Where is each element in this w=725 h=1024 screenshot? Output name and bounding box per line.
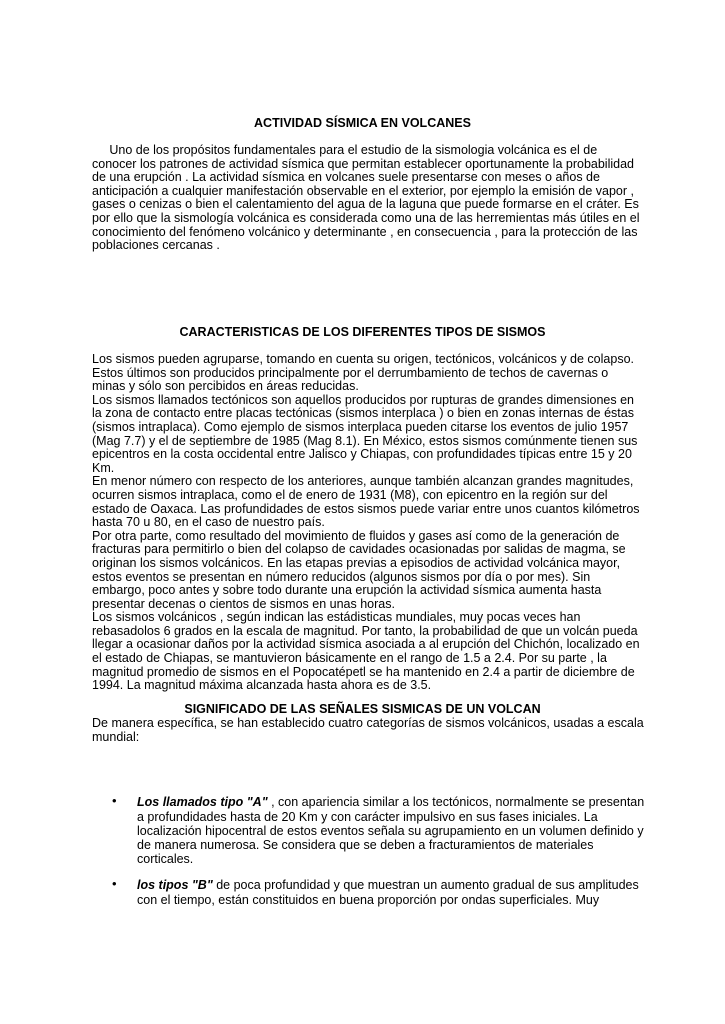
text-line: a profundidades hasta de 20 Km y con carácter impulsivo en sus fases iniciales. La — [137, 810, 598, 824]
list-item-tipo-a — [137, 794, 645, 866]
text-line: Por otra parte, como resultado del movimiento de fluidos y gases así como de la generación de — [92, 528, 620, 543]
text-line: gases o cenizas o bien el calentamiento del agua de la laguna que puede formarse en el cráter. Es — [92, 197, 639, 212]
title-significado: SIGNIFICADO DE LAS SEÑALES SISMICAS DE UN VOLCAN — [184, 702, 541, 716]
text-line: por ello que la sismología volcánica es considerada como una de las herremientas más útiles en el — [92, 210, 640, 225]
text-line: llegar a ocasionar daños por la actividad sísmica asociada a al erupción del Chichón, localizado en — [92, 637, 640, 652]
title-caracteristicas: CARACTERISTICAS DE LOS DIFERENTES TIPOS DE SISMOS — [179, 325, 546, 339]
bullet-icon: • — [112, 793, 117, 808]
text-line: magnitud promedio de sismos en el Popocatépetl se ha mantenido en 2.4 a partir de diciembre de — [92, 664, 635, 679]
body-paragraphs — [92, 352, 640, 693]
list-item-tipo-b — [137, 877, 637, 907]
bullet-first-line — [137, 794, 645, 810]
text-line: (sismos intraplaca). Como ejemplo de sismos interplaca pueden citarse los eventos de julio 1957 — [92, 419, 629, 434]
text-line: mundial: — [92, 729, 140, 744]
significado-intro — [92, 717, 652, 744]
bullet-lead: los tipos "B" — [137, 878, 213, 892]
text-line: localización hipocentral de estos eventos señala su agrupamiento en un volumen definido y — [137, 824, 644, 838]
text-line: Los sismos volcánicos , según indican las estádisticas mundiales, muy pocas veces han — [92, 610, 581, 625]
text-line: embargo, poco antes y sobre todo durante una erupción la actividad sísmica aumenta hasta — [92, 583, 602, 598]
text-line: la zona de contacto entre placas tectónicas (sismos interplaca ) o bien en zonas internas de éstas — [92, 406, 634, 421]
text-line: ocurren sismos intraplaca, como el de enero de 1931 (M8), con epicentro en la región sur del — [92, 487, 608, 502]
text-line: conocer los patrones de actividad sísmica que permitan establecer oportunamente la probabilidad — [92, 156, 634, 171]
text-line: presentar decenas o cientos de sismos en unas horas. — [92, 596, 395, 611]
text-line: poblaciones cercanas . — [92, 238, 220, 253]
bullet-text-rest: , con apariencia similar a los tectónicos, normalmente se presentan — [267, 795, 645, 809]
bullet-text-rest: de poca profundidad y que muestran un aumento gradual de sus amplitudes — [212, 878, 639, 892]
intro-paragraph — [92, 143, 640, 253]
text-line: de una erupción . La actividad sísmica en volcanes suele presentarse con meses o años de — [92, 170, 600, 185]
text-line: el estado de Chiapas, se mantuvieron básicamente en el rango de 1.5 a 2.4. Por su parte , la — [92, 651, 607, 666]
text-line: de manera numerosa. Se considera que se deben a fracturamientos de materiales — [137, 838, 594, 852]
text-line: De manera específica, se han establecido cuatro categorías de sismos volcánicos, usadas a escala — [92, 716, 644, 730]
text-line: originan los sismos volcánicos. En las etapas previas a episodios de actividad volcánica mayor, — [92, 555, 621, 570]
text-line: minas y sólo son percibidos en áreas reducidas. — [92, 379, 359, 394]
text-line: epicentros en la costa occidental entre Jalisco y Chiapas, con profundidades típicas entre 15 y 20 — [92, 447, 632, 462]
title-actividad-sismica: ACTIVIDAD SÍSMICA EN VOLCANES — [254, 116, 471, 130]
text-line: anticipación a cualquier manifestación observable en el exterior, por ejemplo la emisión de vapor , — [92, 183, 634, 198]
text-line: fracturas para permitirlo o bien del colapso de cavidades ocasionadas por salidas de magma, se — [92, 542, 626, 557]
text-line: (Mag 7.7) y el de septiembre de 1985 (Mag 8.1). En México, estos sismos comúnmente tienen sus — [92, 433, 638, 448]
bullet-first-line — [137, 877, 637, 893]
bullet-lead: Los llamados tipo "A" — [137, 795, 268, 809]
text-line: rebasadolos 6 grados en la escala de magnitud. Por tanto, la probabilidad de que un volcán pueda — [92, 623, 638, 638]
text-line: corticales. — [137, 852, 194, 866]
text-line: Km. — [92, 460, 115, 475]
text-line: Los sismos llamados tectónicos son aquellos producidos por rupturas de grandes dimensiones en — [92, 392, 634, 407]
text-line: estado de Oaxaca. Las profundidades de estos sismos puede variar entre unos cuantos kilómetros — [92, 501, 640, 516]
text-line: hasta 70 u 80, en el caso de nuestro país. — [92, 515, 325, 530]
text-line: Estos últimos son producidos principalmente por el derrumbamiento de techos de cavernas o — [92, 365, 609, 380]
bullet-icon: • — [112, 876, 117, 891]
text-line: con el tiempo, están constituidos en buena proporción por ondas superficiales. Muy — [137, 893, 600, 907]
text-line: conocimiento del fenómeno volcánico y determinante , en consecuencia , para la protección de las — [92, 224, 638, 239]
text-line: Uno de los propósitos fundamentales para el estudio de la sismologia volcánica es el de — [92, 143, 598, 157]
text-line: En menor número con respecto de los anteriores, aunque también alcanzan grandes magnitudes, — [92, 474, 634, 489]
text-line: Los sismos pueden agruparse, tomando en cuenta su origen, tectónicos, volcánicos y de colapso. — [92, 352, 634, 366]
text-line: estos eventos se presentan en número reducidos (algunos sismos por día o por mes). Sin — [92, 569, 591, 584]
text-line: 1994. La magnitud máxima alcanzada hasta ahora es de 3.5. — [92, 678, 432, 693]
